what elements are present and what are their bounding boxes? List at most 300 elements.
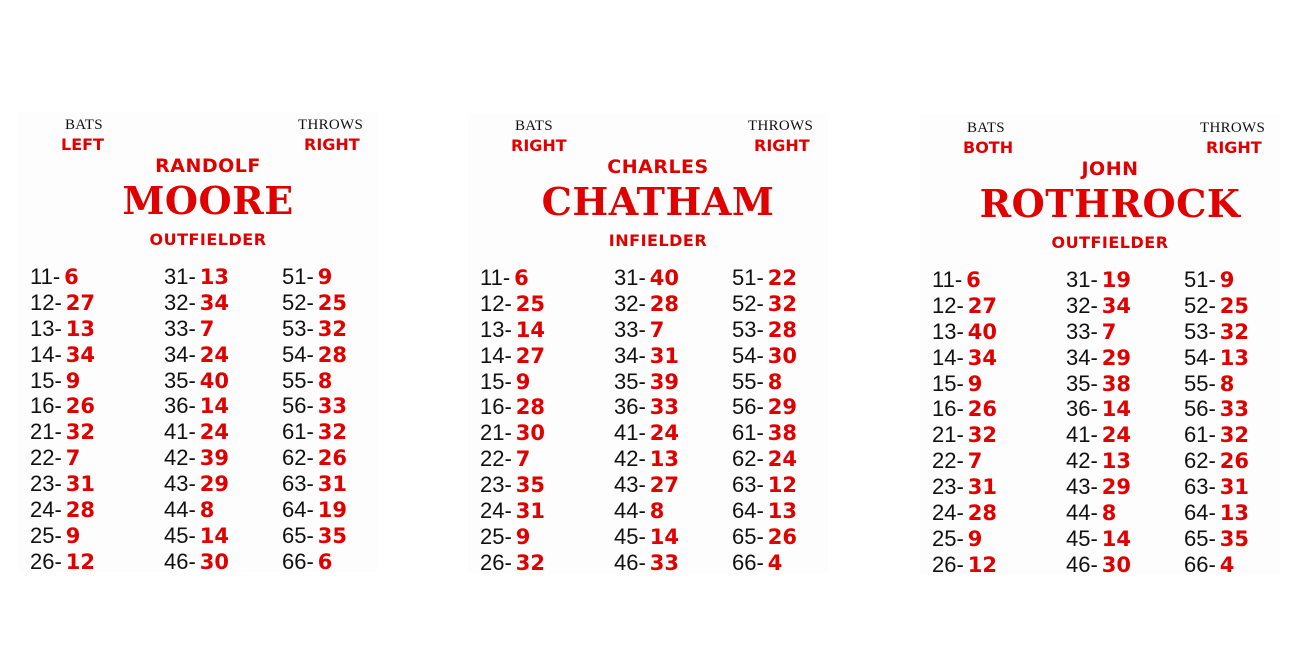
play-result: 8 bbox=[767, 369, 783, 394]
play-result: 35 bbox=[1219, 526, 1250, 551]
play-result: 24 bbox=[199, 420, 230, 445]
play-result: 28 bbox=[65, 498, 96, 523]
dice-row bbox=[1066, 371, 1131, 397]
dice-roll: 32- bbox=[164, 289, 196, 315]
dice-row bbox=[732, 524, 797, 550]
play-result: 40 bbox=[967, 319, 998, 344]
dice-roll: 45- bbox=[614, 523, 646, 549]
dice-row bbox=[164, 471, 229, 497]
dice-roll: 55- bbox=[1184, 370, 1216, 396]
dice-row bbox=[282, 523, 347, 549]
play-result: 25 bbox=[317, 290, 348, 315]
dice-row bbox=[282, 342, 347, 368]
play-result: 31 bbox=[967, 475, 998, 500]
dice-roll: 15- bbox=[30, 367, 62, 393]
dice-row bbox=[164, 549, 229, 575]
dice-row bbox=[932, 448, 997, 474]
dice-roll: 21- bbox=[932, 422, 964, 448]
dice-row bbox=[1184, 293, 1249, 319]
dice-row bbox=[480, 291, 545, 317]
dice-roll: 45- bbox=[1066, 525, 1098, 551]
play-result: 6 bbox=[514, 266, 529, 290]
dice-row bbox=[1066, 526, 1131, 552]
play-result: 26 bbox=[1219, 449, 1250, 474]
dice-roll: 16- bbox=[480, 394, 512, 420]
dice-roll: 36- bbox=[614, 394, 646, 420]
dice-row bbox=[1184, 345, 1249, 371]
dice-row bbox=[282, 368, 347, 394]
play-result: 14 bbox=[199, 523, 230, 548]
dice-roll: 43- bbox=[164, 471, 196, 497]
dice-roll: 12- bbox=[932, 292, 964, 318]
dice-roll: 42- bbox=[614, 446, 646, 472]
play-result: 30 bbox=[1101, 552, 1132, 577]
dice-row bbox=[614, 420, 679, 446]
play-result: 9 bbox=[967, 371, 983, 396]
dice-row bbox=[30, 316, 95, 342]
play-result: 33 bbox=[649, 550, 680, 575]
play-result: 27 bbox=[649, 473, 680, 498]
dice-row bbox=[1184, 319, 1249, 345]
dice-roll: 21- bbox=[480, 420, 512, 446]
play-result: 24 bbox=[649, 421, 680, 446]
dice-roll: 63- bbox=[1184, 474, 1216, 500]
play-result: 24 bbox=[1101, 423, 1132, 448]
dice-roll: 56- bbox=[732, 394, 764, 420]
play-result: 22 bbox=[767, 266, 798, 290]
dice-roll: 32- bbox=[614, 290, 646, 316]
dice-row bbox=[932, 345, 997, 371]
play-result: 34 bbox=[1101, 293, 1132, 318]
dice-row bbox=[932, 293, 997, 319]
dice-roll: 53- bbox=[732, 316, 764, 342]
dice-roll: 65- bbox=[732, 523, 764, 549]
play-result: 7 bbox=[967, 449, 983, 474]
bats-label: BATS bbox=[967, 120, 1005, 136]
play-result: 32 bbox=[65, 420, 96, 445]
throws-label: THROWS bbox=[1200, 120, 1266, 136]
dice-row bbox=[282, 445, 347, 471]
dice-row bbox=[164, 445, 229, 471]
dice-roll: 35- bbox=[614, 368, 646, 394]
play-result: 26 bbox=[767, 524, 798, 549]
dice-row bbox=[30, 549, 95, 575]
dice-column bbox=[164, 264, 229, 575]
dice-roll: 26- bbox=[30, 548, 62, 574]
dice-roll: 66- bbox=[1184, 551, 1216, 577]
dice-row bbox=[732, 369, 797, 395]
dice-roll: 23- bbox=[480, 472, 512, 498]
play-result: 35 bbox=[317, 523, 348, 548]
dice-row bbox=[614, 343, 679, 369]
play-result: 24 bbox=[767, 447, 798, 472]
dice-row bbox=[30, 393, 95, 419]
play-result: 31 bbox=[649, 343, 680, 368]
dice-roll: 34- bbox=[614, 342, 646, 368]
dice-row bbox=[1066, 474, 1131, 500]
dice-roll: 61- bbox=[1184, 422, 1216, 448]
dice-roll: 22- bbox=[932, 448, 964, 474]
play-result: 38 bbox=[1101, 371, 1132, 396]
play-result: 7 bbox=[515, 447, 531, 472]
dice-row bbox=[1066, 422, 1131, 448]
dice-roll: 33- bbox=[1066, 318, 1098, 344]
dice-roll: 36- bbox=[164, 393, 196, 419]
dice-roll: 13- bbox=[30, 315, 62, 341]
dice-row bbox=[480, 420, 545, 446]
dice-row bbox=[282, 497, 347, 523]
play-result: 27 bbox=[65, 290, 96, 315]
dice-column bbox=[480, 265, 545, 576]
dice-row bbox=[282, 419, 347, 445]
dice-roll: 62- bbox=[1184, 448, 1216, 474]
dice-row bbox=[614, 394, 679, 420]
play-result: 25 bbox=[1219, 293, 1250, 318]
dice-roll: 36- bbox=[1066, 396, 1098, 422]
dice-roll: 52- bbox=[732, 290, 764, 316]
dice-roll: 12- bbox=[480, 290, 512, 316]
dice-row bbox=[1184, 448, 1249, 474]
play-result: 28 bbox=[967, 501, 998, 526]
player-last-name: CHATHAM bbox=[541, 179, 775, 224]
dice-column bbox=[614, 265, 679, 576]
dice-roll: 22- bbox=[480, 446, 512, 472]
dice-roll: 23- bbox=[932, 474, 964, 500]
dice-roll: 61- bbox=[282, 419, 314, 445]
dice-roll: 35- bbox=[1066, 370, 1098, 396]
play-result: 32 bbox=[767, 291, 798, 316]
dice-row bbox=[282, 264, 347, 290]
dice-row bbox=[30, 523, 95, 549]
dice-roll: 45- bbox=[164, 522, 196, 548]
dice-roll: 44- bbox=[164, 497, 196, 523]
dice-roll: 11- bbox=[932, 267, 963, 292]
dice-roll: 14- bbox=[30, 341, 62, 367]
dice-row bbox=[30, 445, 95, 471]
dice-row bbox=[1066, 267, 1131, 293]
dice-row bbox=[614, 524, 679, 550]
play-result: 31 bbox=[1219, 475, 1250, 500]
play-result: 24 bbox=[199, 342, 230, 367]
play-result: 13 bbox=[1101, 449, 1132, 474]
play-result: 29 bbox=[767, 395, 798, 420]
throws-value: RIGHT bbox=[754, 136, 810, 155]
dice-row bbox=[614, 291, 679, 317]
dice-row bbox=[932, 422, 997, 448]
dice-row bbox=[480, 498, 545, 524]
play-result: 27 bbox=[515, 343, 546, 368]
dice-roll: 35- bbox=[164, 367, 196, 393]
play-result: 27 bbox=[967, 293, 998, 318]
dice-row bbox=[1184, 474, 1249, 500]
dice-roll: 25- bbox=[932, 525, 964, 551]
dice-roll: 43- bbox=[1066, 474, 1098, 500]
dice-row bbox=[164, 393, 229, 419]
throws-label: THROWS bbox=[298, 117, 364, 133]
play-result: 13 bbox=[1219, 501, 1250, 526]
dice-roll: 22- bbox=[30, 445, 62, 471]
play-result: 13 bbox=[767, 499, 798, 524]
dice-column bbox=[1066, 267, 1131, 578]
dice-roll: 25- bbox=[30, 522, 62, 548]
bats-value: BOTH bbox=[963, 138, 1014, 157]
dice-roll: 44- bbox=[1066, 500, 1098, 526]
dice-row bbox=[164, 419, 229, 445]
play-result: 29 bbox=[1101, 345, 1132, 370]
play-result: 35 bbox=[515, 473, 546, 498]
dice-row bbox=[480, 524, 545, 550]
dice-row bbox=[614, 550, 679, 576]
dice-roll: 41- bbox=[614, 420, 646, 446]
dice-row bbox=[30, 471, 95, 497]
dice-roll: 65- bbox=[282, 522, 314, 548]
dice-row bbox=[614, 317, 679, 343]
dice-roll: 25- bbox=[480, 523, 512, 549]
play-result: 32 bbox=[515, 550, 546, 575]
dice-row bbox=[1066, 319, 1131, 345]
dice-roll: 46- bbox=[1066, 551, 1098, 577]
dice-row bbox=[1184, 422, 1249, 448]
player-position: OUTFIELDER bbox=[149, 230, 267, 249]
bats-value: LEFT bbox=[61, 135, 104, 154]
dice-roll: 53- bbox=[282, 315, 314, 341]
play-result: 32 bbox=[317, 316, 348, 341]
dice-row bbox=[480, 265, 545, 291]
dice-column bbox=[1184, 267, 1249, 578]
play-result: 9 bbox=[65, 523, 81, 548]
dice-roll: 16- bbox=[30, 393, 62, 419]
dice-row bbox=[614, 498, 679, 524]
dice-row bbox=[614, 446, 679, 472]
play-result: 39 bbox=[649, 369, 680, 394]
play-result: 9 bbox=[515, 369, 531, 394]
dice-row bbox=[30, 342, 95, 368]
play-result: 28 bbox=[649, 291, 680, 316]
dice-column bbox=[932, 267, 997, 578]
dice-roll: 34- bbox=[1066, 344, 1098, 370]
dice-roll: 31- bbox=[1066, 267, 1098, 292]
dice-roll: 62- bbox=[732, 446, 764, 472]
dice-row bbox=[480, 317, 545, 343]
dice-row bbox=[614, 369, 679, 395]
dice-roll: 51- bbox=[282, 264, 314, 289]
play-result: 28 bbox=[515, 395, 546, 420]
dice-row bbox=[30, 419, 95, 445]
dice-row bbox=[932, 319, 997, 345]
play-result: 8 bbox=[649, 499, 665, 524]
play-result: 29 bbox=[1101, 475, 1132, 500]
play-result: 8 bbox=[1101, 501, 1117, 526]
dice-row bbox=[480, 472, 545, 498]
dice-column bbox=[732, 265, 797, 576]
dice-roll: 15- bbox=[932, 370, 964, 396]
player-position: INFIELDER bbox=[608, 231, 708, 250]
dice-roll: 14- bbox=[480, 342, 512, 368]
dice-roll: 24- bbox=[932, 500, 964, 526]
play-result: 26 bbox=[967, 397, 998, 422]
play-result: 28 bbox=[767, 317, 798, 342]
dice-roll: 44- bbox=[614, 498, 646, 524]
dice-roll: 42- bbox=[164, 445, 196, 471]
dice-roll: 13- bbox=[480, 316, 512, 342]
play-result: 34 bbox=[967, 345, 998, 370]
dice-roll: 66- bbox=[282, 548, 314, 574]
dice-row bbox=[282, 549, 347, 575]
dice-roll: 41- bbox=[1066, 422, 1098, 448]
dice-row bbox=[480, 394, 545, 420]
dice-roll: 12- bbox=[30, 289, 62, 315]
play-result: 32 bbox=[317, 420, 348, 445]
play-result: 30 bbox=[199, 549, 230, 574]
dice-row bbox=[282, 290, 347, 316]
dice-row bbox=[1066, 448, 1131, 474]
dice-roll: 52- bbox=[282, 289, 314, 315]
dice-row bbox=[932, 500, 997, 526]
dice-row bbox=[1184, 526, 1249, 552]
dice-roll: 52- bbox=[1184, 292, 1216, 318]
dice-row bbox=[732, 317, 797, 343]
play-result: 26 bbox=[65, 394, 96, 419]
player-card-moore bbox=[18, 112, 378, 572]
dice-roll: 24- bbox=[30, 497, 62, 523]
play-result: 7 bbox=[65, 446, 81, 471]
dice-roll: 64- bbox=[1184, 500, 1216, 526]
dice-row bbox=[480, 343, 545, 369]
dice-column bbox=[282, 264, 347, 575]
dice-roll: 11- bbox=[30, 264, 61, 289]
play-result: 4 bbox=[1219, 552, 1235, 577]
dice-row bbox=[932, 371, 997, 397]
player-first-name: JOHN bbox=[1081, 158, 1139, 180]
play-result: 33 bbox=[317, 394, 348, 419]
dice-row bbox=[30, 497, 95, 523]
dice-row bbox=[932, 552, 997, 578]
dice-row bbox=[1184, 371, 1249, 397]
dice-roll: 26- bbox=[480, 549, 512, 575]
dice-roll: 34- bbox=[164, 341, 196, 367]
play-result: 32 bbox=[1219, 319, 1250, 344]
play-result: 34 bbox=[199, 290, 230, 315]
play-result: 33 bbox=[649, 395, 680, 420]
play-result: 14 bbox=[1101, 397, 1132, 422]
dice-roll: 42- bbox=[1066, 448, 1098, 474]
dice-roll: 33- bbox=[614, 316, 646, 342]
dice-roll: 64- bbox=[732, 498, 764, 524]
play-result: 14 bbox=[515, 317, 546, 342]
play-result: 31 bbox=[515, 499, 546, 524]
play-result: 4 bbox=[767, 550, 783, 575]
play-result: 38 bbox=[767, 421, 798, 446]
dice-roll: 23- bbox=[30, 471, 62, 497]
play-result: 9 bbox=[967, 526, 983, 551]
dice-row bbox=[282, 471, 347, 497]
dice-roll: 66- bbox=[732, 549, 764, 575]
play-result: 34 bbox=[65, 342, 96, 367]
dice-roll: 51- bbox=[732, 265, 764, 290]
dice-row bbox=[932, 474, 997, 500]
player-card-chatham bbox=[468, 113, 828, 573]
play-result: 19 bbox=[317, 498, 348, 523]
dice-roll: 56- bbox=[282, 393, 314, 419]
play-result: 13 bbox=[65, 316, 96, 341]
play-result: 13 bbox=[199, 265, 230, 289]
dice-row bbox=[1066, 552, 1131, 578]
dice-roll: 13- bbox=[932, 318, 964, 344]
dice-roll: 26- bbox=[932, 551, 964, 577]
dice-row bbox=[732, 498, 797, 524]
dice-row bbox=[732, 394, 797, 420]
dice-roll: 54- bbox=[1184, 344, 1216, 370]
dice-row bbox=[1184, 500, 1249, 526]
play-result: 12 bbox=[65, 549, 96, 574]
play-result: 33 bbox=[1219, 397, 1250, 422]
dice-roll: 55- bbox=[282, 367, 314, 393]
dice-row bbox=[480, 446, 545, 472]
dice-row bbox=[1184, 396, 1249, 422]
dice-row bbox=[164, 523, 229, 549]
play-result: 31 bbox=[317, 472, 348, 497]
play-result: 25 bbox=[515, 291, 546, 316]
player-last-name: MOORE bbox=[122, 178, 294, 223]
dice-row bbox=[932, 526, 997, 552]
dice-row bbox=[1066, 345, 1131, 371]
bats-label: BATS bbox=[65, 117, 103, 133]
play-result: 13 bbox=[649, 447, 680, 472]
dice-roll: 63- bbox=[732, 472, 764, 498]
play-result: 40 bbox=[199, 368, 230, 393]
player-card-rothrock bbox=[920, 115, 1280, 575]
dice-roll: 41- bbox=[164, 419, 196, 445]
dice-roll: 33- bbox=[164, 315, 196, 341]
play-result: 28 bbox=[317, 342, 348, 367]
dice-roll: 21- bbox=[30, 419, 62, 445]
play-result: 7 bbox=[199, 316, 215, 341]
dice-row bbox=[30, 368, 95, 394]
dice-roll: 32- bbox=[1066, 292, 1098, 318]
play-result: 8 bbox=[317, 368, 333, 393]
play-result: 6 bbox=[64, 265, 79, 289]
dice-row bbox=[932, 267, 997, 293]
play-result: 40 bbox=[649, 266, 680, 290]
play-result: 6 bbox=[966, 268, 981, 292]
dice-roll: 31- bbox=[614, 265, 646, 290]
play-result: 13 bbox=[1219, 345, 1250, 370]
play-result: 14 bbox=[649, 524, 680, 549]
throws-value: RIGHT bbox=[1206, 138, 1262, 157]
dice-row bbox=[282, 393, 347, 419]
dice-roll: 56- bbox=[1184, 396, 1216, 422]
dice-roll: 54- bbox=[282, 341, 314, 367]
dice-row bbox=[30, 290, 95, 316]
throws-value: RIGHT bbox=[304, 135, 360, 154]
dice-roll: 63- bbox=[282, 471, 314, 497]
dice-row bbox=[164, 342, 229, 368]
dice-row bbox=[164, 316, 229, 342]
dice-row bbox=[732, 265, 797, 291]
dice-roll: 65- bbox=[1184, 525, 1216, 551]
dice-roll: 62- bbox=[282, 445, 314, 471]
dice-row bbox=[1066, 396, 1131, 422]
play-result: 8 bbox=[1219, 371, 1235, 396]
play-result: 30 bbox=[767, 343, 798, 368]
player-position: OUTFIELDER bbox=[1051, 233, 1169, 252]
dice-row bbox=[732, 420, 797, 446]
dice-row bbox=[282, 316, 347, 342]
dice-roll: 53- bbox=[1184, 318, 1216, 344]
player-first-name: RANDOLF bbox=[155, 155, 261, 177]
play-result: 14 bbox=[1101, 526, 1132, 551]
dice-row bbox=[732, 343, 797, 369]
